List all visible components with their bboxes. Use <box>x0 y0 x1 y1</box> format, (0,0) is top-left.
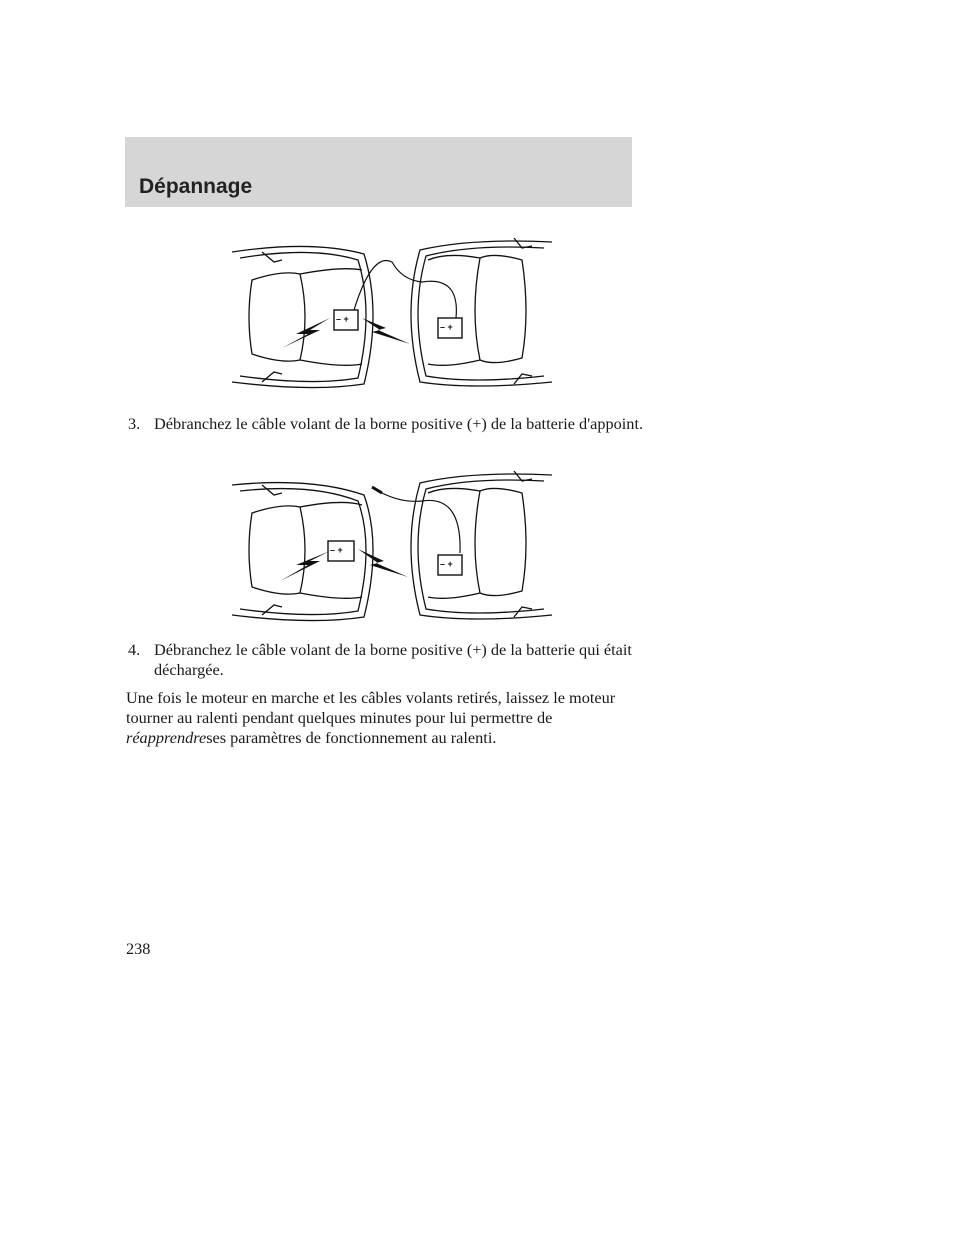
page-number: 238 <box>126 939 151 958</box>
paragraph-text: ses paramètres de fonctionnement au ralenti. <box>206 728 497 747</box>
step-text: Débranchez le câble volant de la borne positive (+) de la batterie qui était déchargée. <box>154 640 632 679</box>
step-number: 4. <box>128 640 141 659</box>
jump-start-illustration-step-3 <box>222 232 562 397</box>
jump-start-illustration-step-4 <box>222 465 562 630</box>
instruction-step-4 <box>128 640 648 680</box>
lightning-icon <box>362 318 410 344</box>
battery-symbol-right: – + <box>440 322 453 332</box>
battery-symbol-left: – + <box>336 314 349 324</box>
paragraph-text: Une fois le moteur en marche et les câbles volants retirés, laissez le moteur tourner au ralenti pendant quelques minutes pour lui permettre de <box>126 688 616 727</box>
jump-start-diagram <box>222 232 562 397</box>
lightning-icon <box>282 318 330 348</box>
battery-symbol-right: – + <box>440 559 453 569</box>
section-title: Dépannage <box>139 175 253 198</box>
instruction-step-3 <box>128 414 648 434</box>
battery-symbol-left: – + <box>330 545 343 555</box>
emphasized-term: réapprendre <box>126 728 207 747</box>
closing-paragraph <box>126 688 646 748</box>
step-text: Débranchez le câble volant de la borne positive (+) de la batterie d'appoint. <box>154 414 644 433</box>
section-header <box>125 137 632 207</box>
jump-start-diagram <box>222 465 562 630</box>
step-number: 3. <box>128 414 141 433</box>
